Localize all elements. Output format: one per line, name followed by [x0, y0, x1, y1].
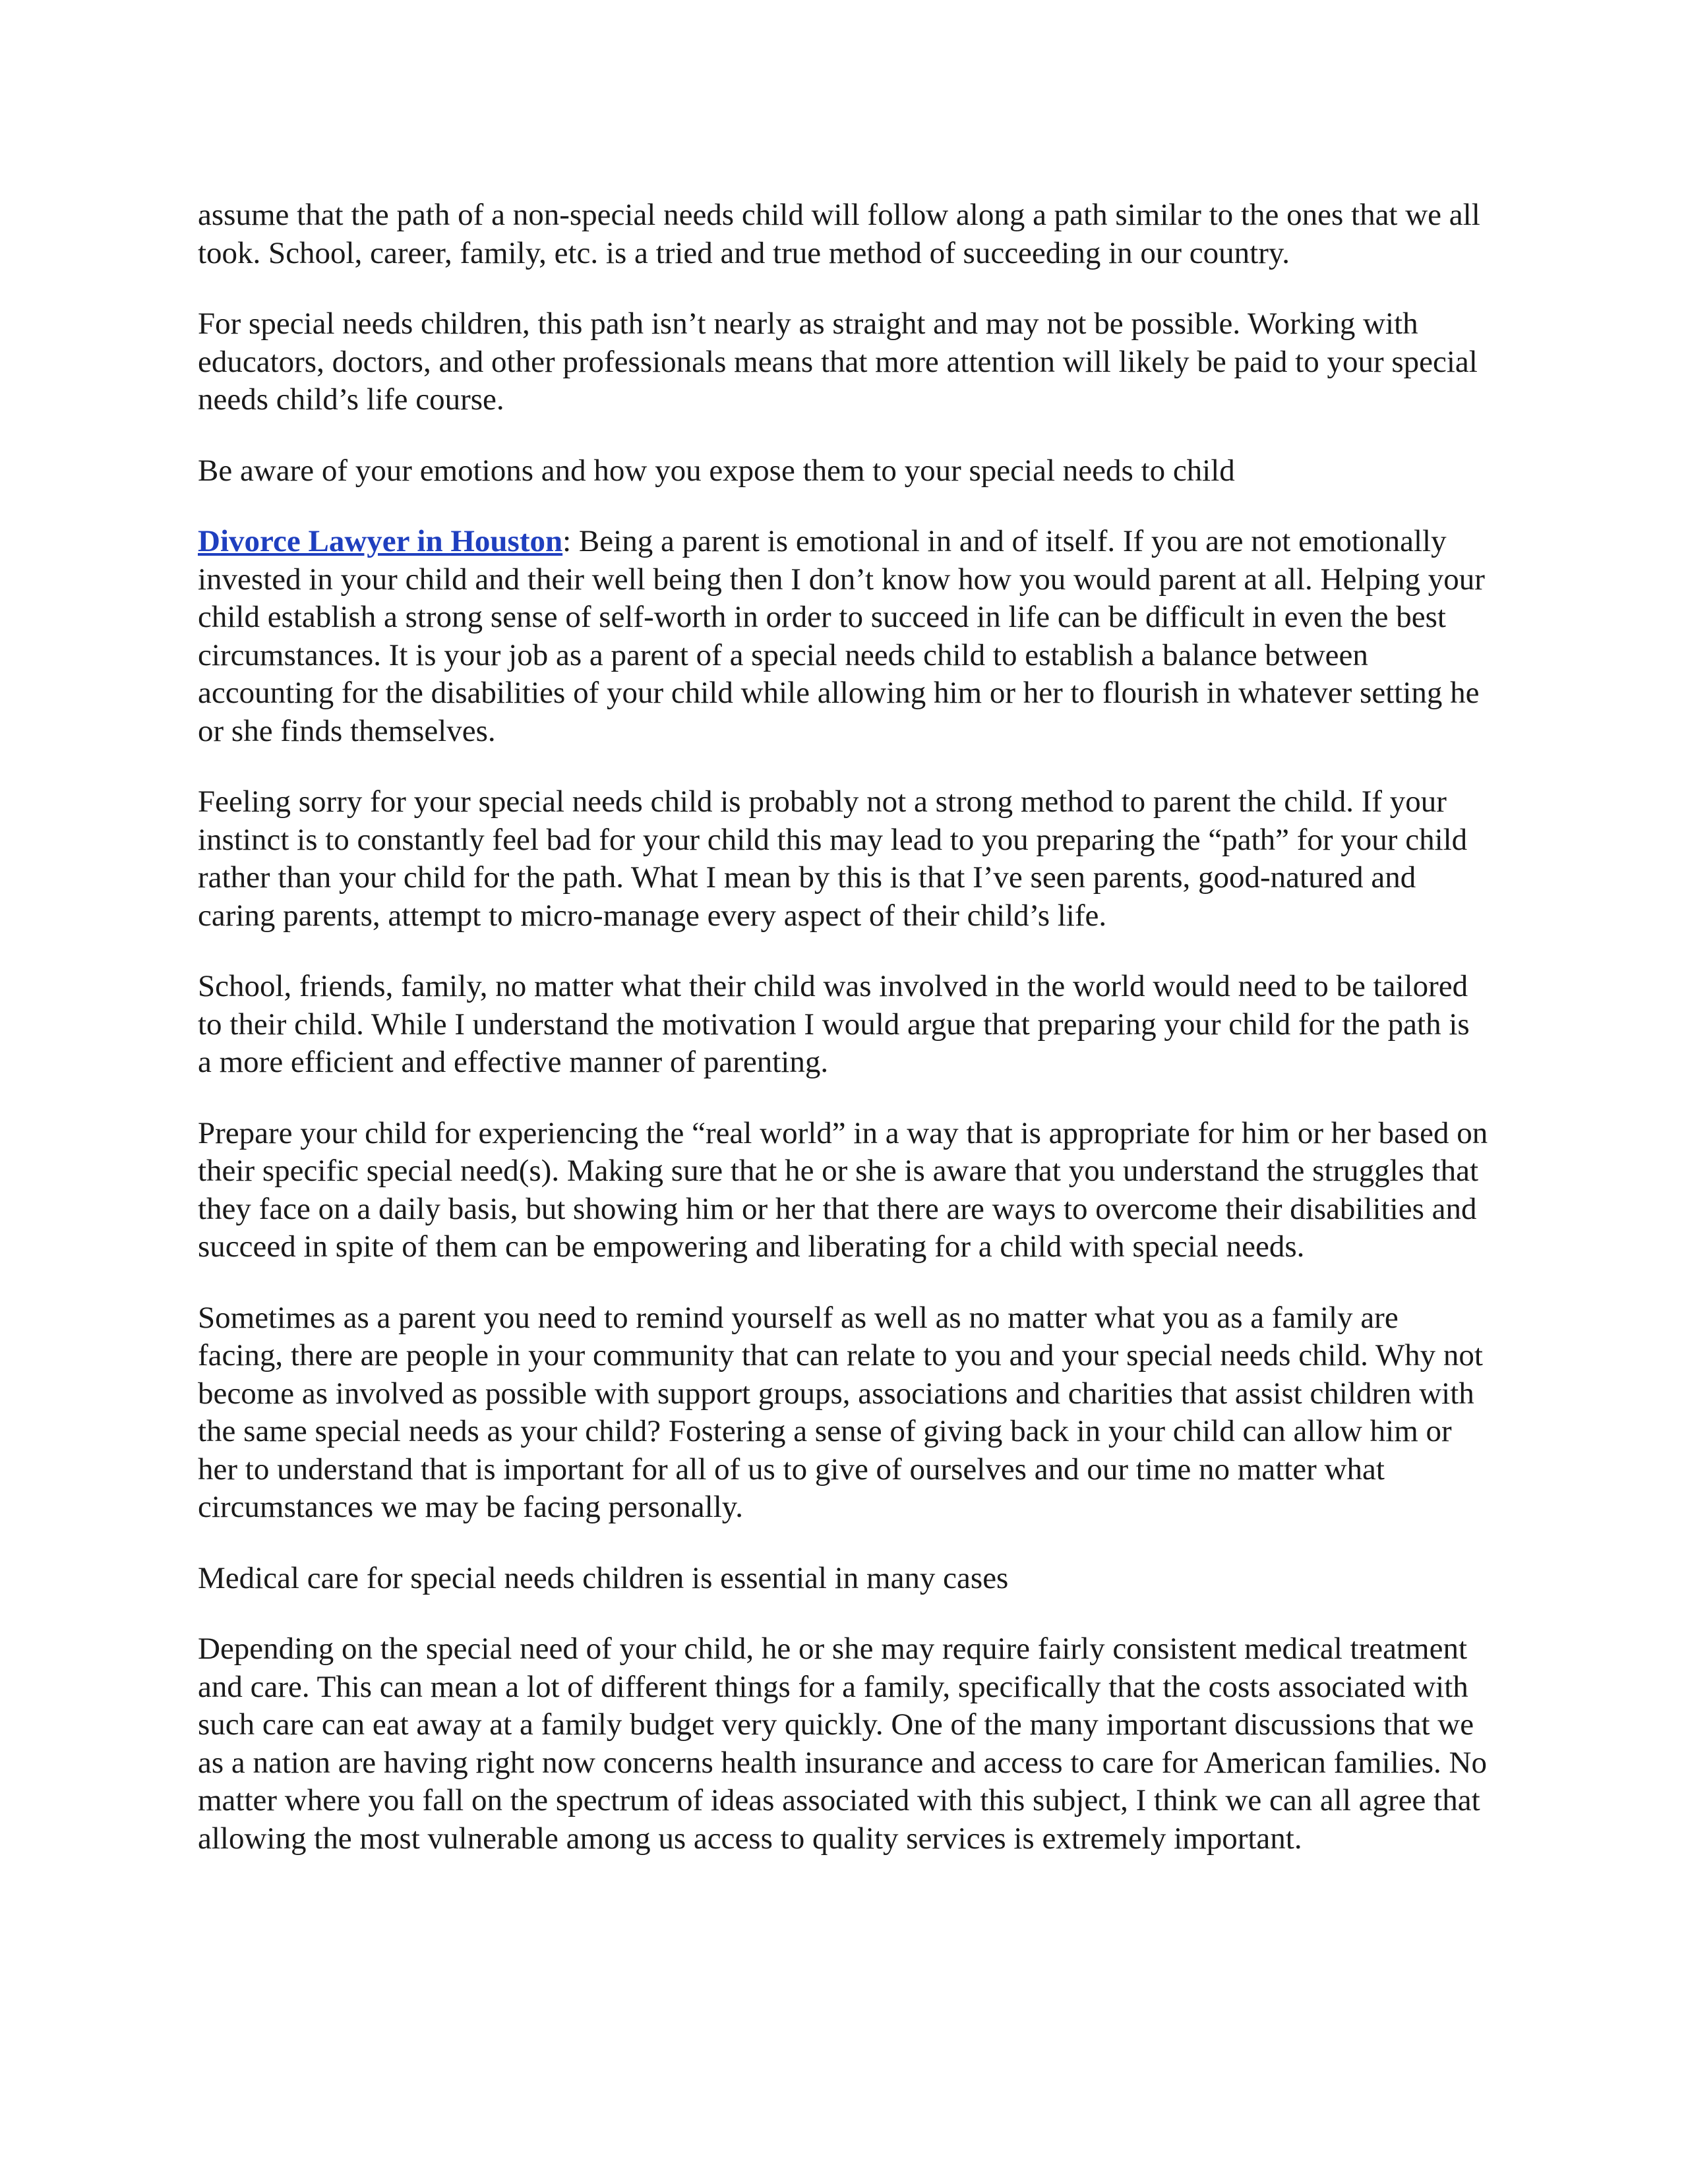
paragraph-feeling-sorry: Feeling sorry for your special needs child is probably not a strong method to parent the child. If your instinct is to constantly feel bad for your child this may lead to you preparing the “path” for your child rather than your child for the path. What I mean by this is that I’ve seen parents, good-natured and caring parents, attempt to micro-manage every aspect of their child’s life. [198, 784, 1468, 933]
paragraph-path-intro: assume that the path of a non-special needs child will follow along a path similar to the ones that we all took. School, career, family, etc. is a tried and true method of succeeding in our country. [198, 198, 1480, 270]
section-heading-medical: Medical care for special needs children is essential in many cases [198, 1560, 1009, 1595]
paragraph-tailored: School, friends, family, no matter what their child was involved in the world would need to be tailored to their child. While I understand the motivation I would argue that preparing your child for the path is a more efficient and effective manner of parenting. [198, 969, 1470, 1079]
paragraph-community: Sometimes as a parent you need to remind yourself as well as no matter what you as a family are facing, there are people in your community that can relate to you and your special needs child. Why not become as involved as possible with support groups, associations and charities that assist children with the same special needs as your child? Fostering a sense of giving back in your child can allow him or her to understand that is important for all of us to give of ourselves and our time no matter what circumstances we may be facing personally. [198, 1300, 1483, 1524]
paragraph-medical-care: Depending on the special need of your child, he or she may require fairly consistent medical treatment and care. This can mean a lot of different things for a family, specifically that the costs associated with such care can eat away at a family budget very quickly. One of the many important discussions that we as a nation are having right now concerns health insurance and access to care for American families. No matter where you fall on the spectrum of ideas associated with this subject, I think we can all agree that allowing the most vulnerable among us access to quality services is extremely important. [198, 1632, 1487, 1856]
paragraph-emotional-parent-text: : Being a parent is emotional in and of itself. If you are not emotionally invested in your child and their well being then I don’t know how you would parent at all. Helping your child establish a strong sense of self-worth in order to succeed in life can be difficult in even the best circumstances. It is your job as a parent of a special needs child to establish a balance between accounting for the disabilities of your child while allowing him or her to flourish in whatever setting he or she finds themselves. [198, 524, 1485, 748]
document-page [198, 196, 1490, 1891]
divorce-lawyer-link[interactable]: Divorce Lawyer in Houston [198, 524, 563, 558]
paragraph-special-needs-path: For special needs children, this path isn’t nearly as straight and may not be possible. Working with educators, doctors, and other professionals means that more attention will likely be paid to your special needs child’s life course. [198, 307, 1478, 417]
paragraph-real-world: Prepare your child for experiencing the “real world” in a way that is appropriate for him or her based on their specific special need(s). Making sure that he or she is aware that you understand the struggles that they face on a daily basis, but showing him or her that there are ways to overcome their disabilities and succeed in spite of them can be empowering and liberating for a child with special needs. [198, 1115, 1488, 1264]
section-heading-emotions: Be aware of your emotions and how you expose them to your special needs to child [198, 453, 1235, 488]
paragraph-emotional-parent [198, 523, 1490, 750]
